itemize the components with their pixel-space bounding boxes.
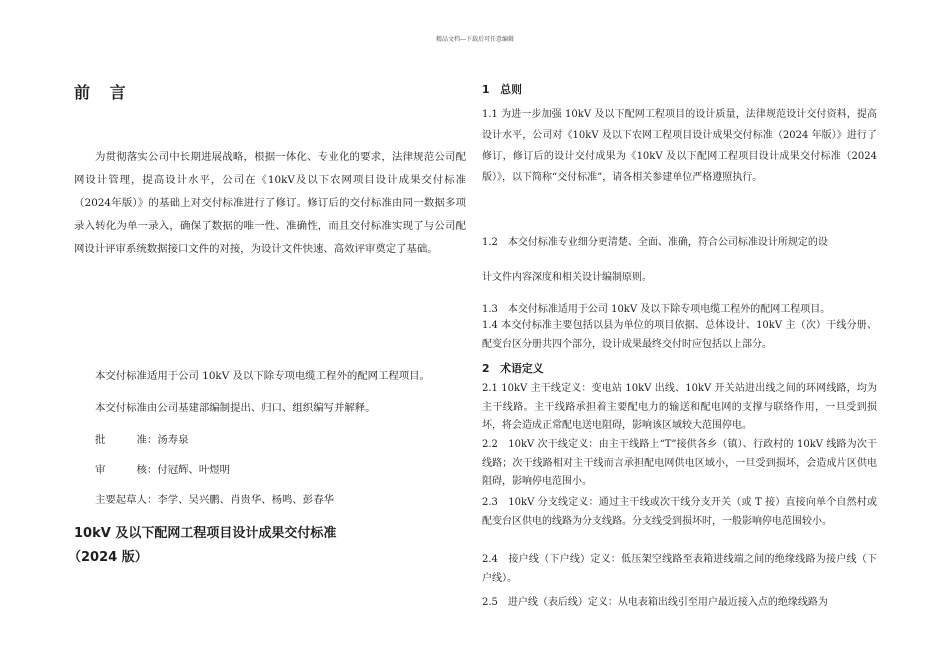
- section-2-heading: 2 术语定义: [482, 362, 544, 375]
- scope-statement: 本交付标准适用于公司 10kV 及以下除专项电缆工程外的配网工程项目。: [95, 370, 430, 382]
- clause-1-1: 1.1 为进一步加强 10kV 及以下配网工程项目的设计质量，法律规范设计交付资料，提高设计水平，公司对《10kV 及以下农网工程项目设计成果交付标准（2024 年版）》进行了修订，修订后的设计交付成果为《10kV 及以下配网工程项目设计成果交付标准（2024 版）》，以下简称“交付标准”，请各相关参建单位严格遵照执行。: [482, 109, 877, 183]
- standard-title: 10kV 及以下配网工程项目设计成果交付标准: [74, 526, 337, 541]
- clause-1-3: 1.3 本交付标准适用于公司 10kV 及以下除专项电缆工程外的配网工程项目。: [482, 304, 831, 315]
- authority-statement: 本交付标准由公司基建部编制提出、归口、组织编写并解释。: [95, 402, 376, 414]
- clause-2-4: 2.4 接户线（下户线）定义：低压架空线路至表箱进线端之间的绝缘线路为接户线（下户线）。: [482, 554, 877, 584]
- clause-2-3: 2.3 10kV 分支线定义：通过主干线或次干线分支开关（或 T 接）直接向单个自然村或配变台区供电的线路为分支线路。分支线受到损坏时，一般影响停电范围较小。: [482, 497, 877, 527]
- drafters-line: 主要起草人：李学、吴兴鹏、肖贵华、杨鸣、彭春华: [95, 494, 334, 506]
- clause-2-2: 2.2 10kV 次干线定义：由主干线路上“T”接供各乡（镇）、行政村的 10kV 线路为次干线路；次干线路相对主干线而言承担配电网供电区域小，一旦受到损坏，会造成片区供电阻碍，影响停电范围小。: [482, 439, 877, 487]
- reviewer-line: 审 核：付冠辉、叶煜明: [95, 464, 231, 476]
- clause-1-4: 1.4 本交付标准主要包括以县为单位的项目依据、总体设计、10kV 主（次）干线分册、配变台区分册共四个部分，设计成果最终交付时应包括以上部分。: [482, 320, 877, 350]
- page-header: 精品文档---下载后可任意编辑: [435, 36, 515, 43]
- clause-1-2-line-2: 计文件内容深度和相关设计编制原则。: [482, 272, 652, 283]
- approver-line: 批 准：汤寿泉: [95, 434, 189, 446]
- section-1-heading: 1 总则: [482, 83, 522, 96]
- foreword-paragraph: 为贯彻落实公司中长期进展战略，根据一体化、专业化的要求，法律规范公司配网设计管理，提高设计水平，公司在《10kV及以下农网项目设计成果交付标准（2024年版）》的基础上对交付标准进行了修订。修订后的交付标准由同一数据多项录入转化为单一录入，确保了数据的唯一性、准确性，而且交付标准实现了与公司配网设计评审系统数据接口文件的对接，为设计文件快速、高效评审奠定了基础。: [74, 151, 466, 255]
- clause-2-5: 2.5 进户线（表后线）定义：从电表箱出线引至用户最近接入点的绝缘线路为: [482, 597, 828, 608]
- clause-2-1: 2.1 10kV 主干线定义：变电站 10kV 出线、10kV 开关站进出线之间的环网线路，均为主干线路。主干线路承担着主要配电力的输送和配电网的支撑与联络作用，一旦受到损坏，将会造成正常配电送电阻碍，影响该区域较大范围停电。: [482, 383, 877, 431]
- clause-1-2-line-1: 1.2 本交付标准专业细分更清楚、全面、准确，符合公司标准设计所规定的设: [482, 237, 828, 248]
- foreword-title: 前 言: [74, 83, 133, 102]
- standard-year: （2024 版）: [68, 550, 148, 565]
